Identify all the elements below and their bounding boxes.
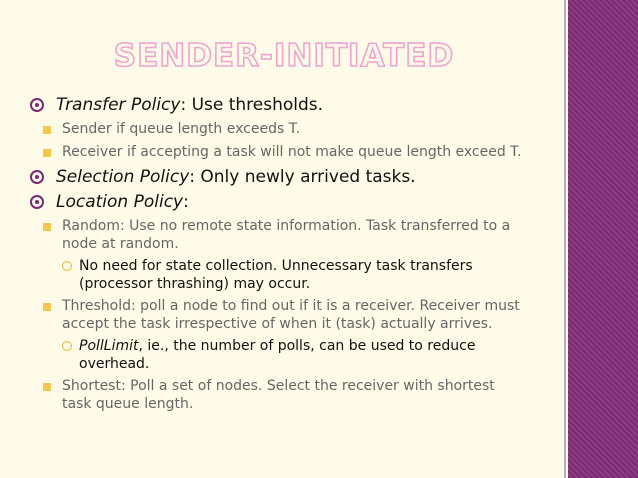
text: : — [183, 192, 189, 212]
target-bullet-icon — [30, 195, 44, 209]
ring-bullet-icon — [62, 341, 72, 351]
text-line: (processor thrashing) may occur. — [79, 276, 311, 292]
text-line: node at random. — [62, 236, 179, 252]
square-bullet-icon — [43, 149, 51, 157]
bullet-location-policy — [30, 191, 189, 213]
text: : Only newly arrived tasks. — [189, 167, 416, 187]
text: Sender if queue length exceeds T. — [62, 121, 301, 137]
text-line: overhead. — [79, 356, 150, 372]
term: Location Policy — [56, 192, 184, 212]
bullet-random-note — [62, 257, 473, 293]
text-line: Shortest: Poll a set of nodes. Select the receiver with shortest — [62, 378, 495, 394]
decorative-side-bar — [568, 0, 638, 478]
square-bullet-icon — [43, 126, 51, 134]
text-line: accept the task irrespective of when it (task) actually arrives. — [62, 316, 493, 332]
text: , ie., the number of polls, can be used to reduce — [138, 338, 476, 354]
text: : Use thresholds. — [180, 95, 324, 115]
bullet-selection-policy — [30, 166, 416, 188]
bullet-random — [43, 217, 510, 253]
bullet-transfer-policy — [30, 94, 323, 116]
term: Transfer Policy — [56, 95, 181, 115]
term: PollLimit — [79, 338, 139, 354]
text-line: No need for state collection. Unnecessary task transfers — [79, 258, 473, 274]
text: Receiver if accepting a task will not make queue length exceed T. — [62, 144, 522, 160]
bullet-threshold — [43, 297, 520, 333]
term: Selection Policy — [56, 167, 190, 187]
text-line: task queue length. — [62, 396, 194, 412]
slide-title: SENDER-INITIATED — [113, 38, 455, 74]
target-bullet-icon — [30, 170, 44, 184]
square-bullet-icon — [43, 223, 51, 231]
bullet-sender — [43, 120, 300, 138]
bullet-poll-limit — [62, 337, 475, 373]
bullet-receiver — [43, 143, 522, 161]
text-line: Threshold: poll a node to find out if it is a receiver. Receiver must — [62, 298, 520, 314]
text-line: Random: Use no remote state information. Task transferred to a — [62, 218, 511, 234]
ring-bullet-icon — [62, 261, 72, 271]
square-bullet-icon — [43, 303, 51, 311]
bullet-shortest — [43, 377, 495, 413]
square-bullet-icon — [43, 383, 51, 391]
target-bullet-icon — [30, 98, 44, 112]
